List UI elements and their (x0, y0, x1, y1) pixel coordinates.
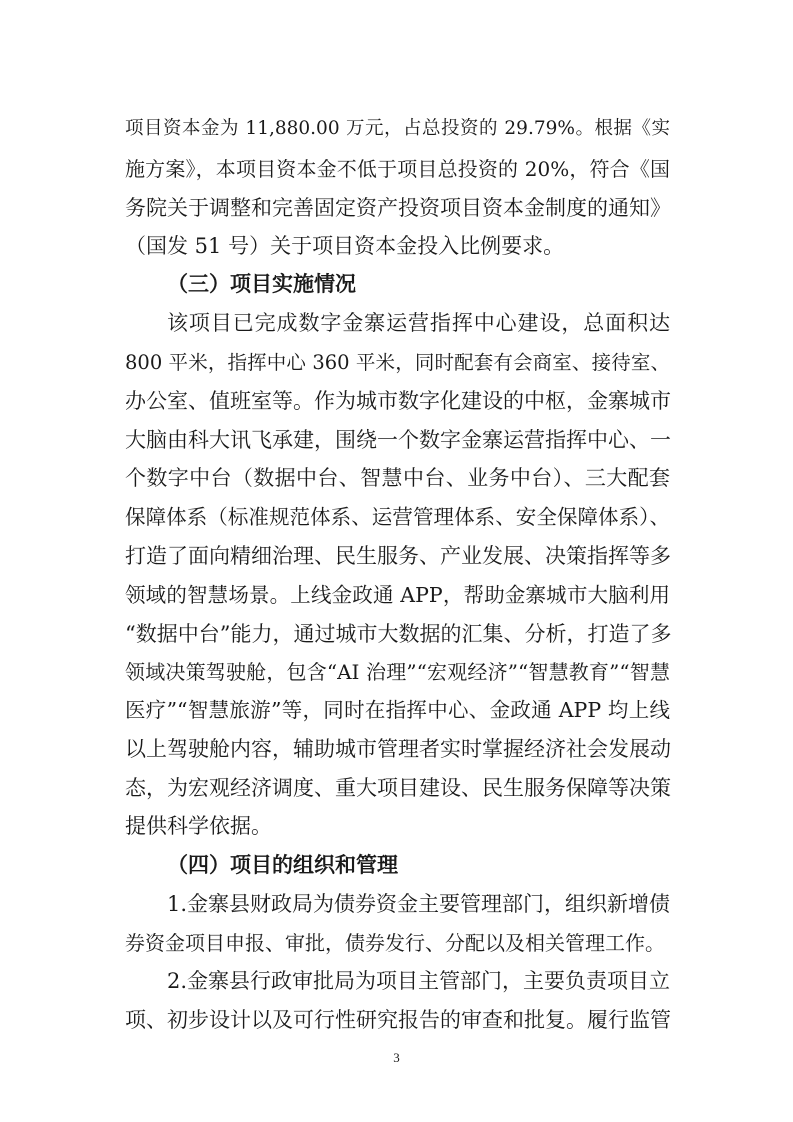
body-line: 2.金寨县行政审批局为项目主管部门，主要负责项目立 (167, 969, 671, 993)
body-line: 务院关于调整和完善固定资产投资项目资本金制度的通知》 (125, 196, 671, 220)
body-line: 券资金项目申报、审批，债券发行、分配以及相关管理工作。 (125, 931, 665, 955)
body-line: 以上驾驶舱内容，辅助城市管理者实时掌握经济社会发展动 (125, 737, 671, 761)
body-line: 项、初步设计以及可行性研究报告的审查和批复。履行监管 (125, 1008, 671, 1032)
body-line: （国发 51 号）关于项目资本金投入比例要求。 (125, 234, 565, 258)
section-heading-organization: （四）项目的组织和管理 (167, 853, 398, 877)
body-line: 领域的智慧场景。上线金政通 APP，帮助金寨城市大脑利用 (125, 583, 670, 607)
body-line: 打造了面向精细治理、民生服务、产业发展、决策指挥等多 (125, 544, 671, 568)
body-line: 该项目已完成数字金寨运营指挥中心建设，总面积达 (167, 311, 670, 335)
body-line: 态，为宏观经济调度、重大项目建设、民生服务保障等决策 (125, 776, 671, 800)
body-line: 办公室、值班室等。作为城市数字化建设的中枢，金寨城市 (125, 389, 671, 413)
body-line: 保障体系（标准规范体系、运营管理体系、安全保障体系）、 (125, 505, 670, 529)
body-line: “数据中台”能力，通过城市大数据的汇集、分析，打造了多 (125, 622, 672, 646)
body-line: 大脑由科大讯飞承建，围绕一个数字金寨运营指挥中心、一 (125, 428, 671, 452)
body-line: 800 平米，指挥中心 360 平米，同时配套有会商室、接待室、 (125, 351, 670, 374)
body-line: 项目资本金为 11,880.00 万元，占总投资的 29.79%。根据《实 (125, 118, 670, 139)
body-line: 施方案》，本项目资本金不低于项目总投资的 20%，符合《国 (125, 157, 670, 181)
body-line: 提供科学依据。 (125, 814, 272, 838)
body-line: 医疗”“智慧旅游”等，同时在指挥中心、金政通 APP 均上线 (125, 698, 670, 722)
section-heading-implementation: （三）项目实施情况 (167, 272, 356, 296)
body-line: 领域决策驾驶舱，包含“AI 治理”“宏观经济”“智慧教育”“智慧 (125, 660, 670, 684)
page-number: 3 (393, 1050, 400, 1065)
body-line: 个数字中台（数据中台、智慧中台、业务中台）、三大配套 (125, 466, 670, 490)
body-line: 1.金寨县财政局为债券资金主要管理部门，组织新增债 (167, 892, 671, 916)
